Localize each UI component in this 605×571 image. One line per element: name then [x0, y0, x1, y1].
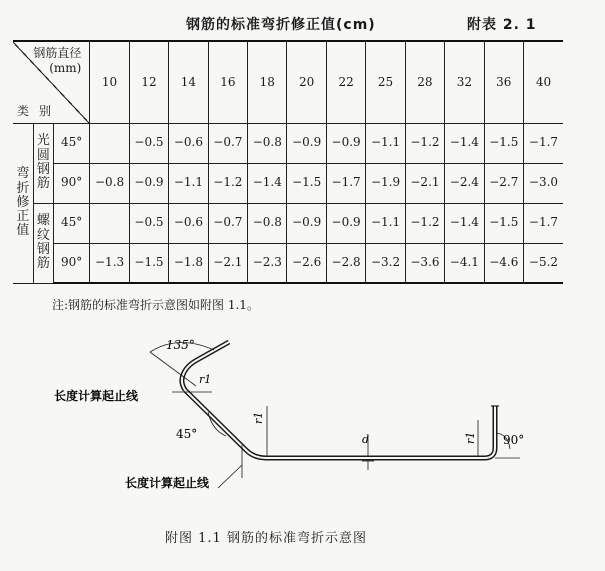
value-cell	[90, 123, 129, 163]
group-label-plain: 光 圆 钢 筋	[36, 133, 50, 192]
diameter-cell: 25	[366, 41, 405, 123]
diameter-cell: 28	[405, 41, 444, 123]
value-cell: −0.8	[90, 163, 129, 203]
table-note: 注:钢筋的标准弯折示意图如附图 1.1。	[52, 298, 259, 312]
value-cell: −1.1	[366, 203, 405, 243]
value-cell: −1.7	[524, 123, 564, 163]
diameter-unit: (mm)	[49, 61, 82, 75]
diameter-header: 钢筋直径	[33, 46, 82, 60]
angle-cell: 90°	[53, 243, 89, 283]
label-r1-bottom-right: r1	[464, 431, 477, 444]
value-cell: −0.5	[129, 123, 168, 163]
value-cell: −1.2	[208, 163, 247, 203]
value-cell: −0.6	[169, 123, 208, 163]
diameter-cell: 10	[90, 41, 129, 123]
value-cell: −4.6	[484, 243, 523, 283]
annex-label: 附表 2. 1	[467, 17, 537, 33]
row-group-label: 弯 折 修 正 值	[16, 166, 30, 239]
value-cell	[90, 203, 129, 243]
angle-cell: 45°	[53, 203, 89, 243]
value-cell: −2.3	[248, 243, 287, 283]
table-row	[13, 203, 563, 243]
value-cell: −1.3	[90, 243, 129, 283]
category-header: 类别	[17, 104, 62, 119]
correction-table	[13, 40, 563, 284]
diameter-cell: 14	[169, 41, 208, 123]
value-cell: −0.6	[169, 203, 208, 243]
diameter-cell: 36	[484, 41, 523, 123]
value-cell: −1.4	[445, 123, 484, 163]
value-cell: −0.8	[248, 123, 287, 163]
value-cell: −2.1	[405, 163, 444, 203]
value-cell: −3.0	[524, 163, 564, 203]
value-cell: −1.1	[366, 123, 405, 163]
value-cell: −1.5	[484, 123, 523, 163]
value-cell: −0.9	[129, 163, 168, 203]
value-cell: −4.1	[445, 243, 484, 283]
value-cell: −1.7	[524, 203, 564, 243]
start-line-lower	[218, 465, 242, 488]
figure-caption: 附图 1.1 钢筋的标准弯折示意图	[165, 531, 367, 546]
diameter-cell: 32	[445, 41, 484, 123]
table-corner-cell	[13, 41, 90, 123]
value-cell: −0.9	[287, 123, 326, 163]
value-cell: −2.7	[484, 163, 523, 203]
value-cell: −1.5	[129, 243, 168, 283]
diameter-cell: 20	[287, 41, 326, 123]
diameter-cell: 22	[326, 41, 365, 123]
value-cell: −0.7	[208, 123, 247, 163]
angle-cell: 45°	[53, 123, 89, 163]
diameter-cell: 16	[208, 41, 247, 123]
table-row	[13, 243, 563, 283]
table-row	[13, 123, 563, 163]
bending-diagram	[0, 320, 605, 525]
value-cell: −1.8	[169, 243, 208, 283]
value-cell: −2.1	[208, 243, 247, 283]
value-cell: −2.6	[287, 243, 326, 283]
value-cell: −0.9	[326, 203, 365, 243]
label-d: d	[362, 433, 370, 446]
diameter-cell: 40	[524, 41, 564, 123]
label-r1-bottom-left: r1	[252, 411, 265, 424]
value-cell: −0.9	[287, 203, 326, 243]
value-cell: −1.1	[169, 163, 208, 203]
table-row	[13, 163, 563, 203]
value-cell: −1.2	[405, 203, 444, 243]
label-start-line-upper: 长度计算起止线	[54, 389, 139, 403]
value-cell: −1.4	[445, 203, 484, 243]
label-90: 90°	[503, 433, 525, 447]
table-header-row	[13, 41, 563, 123]
value-cell: −5.2	[524, 243, 564, 283]
value-cell: −1.5	[287, 163, 326, 203]
label-45: 45°	[176, 427, 198, 441]
label-135: 135°	[166, 338, 195, 352]
label-r1-hook: r1	[199, 373, 212, 386]
value-cell: −1.2	[405, 123, 444, 163]
value-cell: −0.8	[248, 203, 287, 243]
value-cell: −1.4	[248, 163, 287, 203]
group-label-ribbed: 螺 纹 钢 筋	[36, 213, 50, 272]
value-cell: −0.7	[208, 203, 247, 243]
group-label-cell	[33, 203, 53, 283]
value-cell: −1.5	[484, 203, 523, 243]
table-title: 钢筋的标准弯折修正值(cm)	[186, 17, 376, 33]
angle-cell: 90°	[53, 163, 89, 203]
value-cell: −2.4	[445, 163, 484, 203]
value-cell: −3.6	[405, 243, 444, 283]
diameter-cell: 12	[129, 41, 168, 123]
value-cell: −0.9	[326, 123, 365, 163]
label-start-line-lower: 长度计算起止线	[125, 476, 210, 490]
value-cell: −3.2	[366, 243, 405, 283]
row-group-label-cell	[13, 123, 33, 283]
value-cell: −1.7	[326, 163, 365, 203]
value-cell: −1.9	[366, 163, 405, 203]
value-cell: −2.8	[326, 243, 365, 283]
bar-horizontal	[266, 448, 495, 458]
value-cell: −0.5	[129, 203, 168, 243]
group-label-cell	[33, 123, 53, 203]
diameter-cell: 18	[248, 41, 287, 123]
